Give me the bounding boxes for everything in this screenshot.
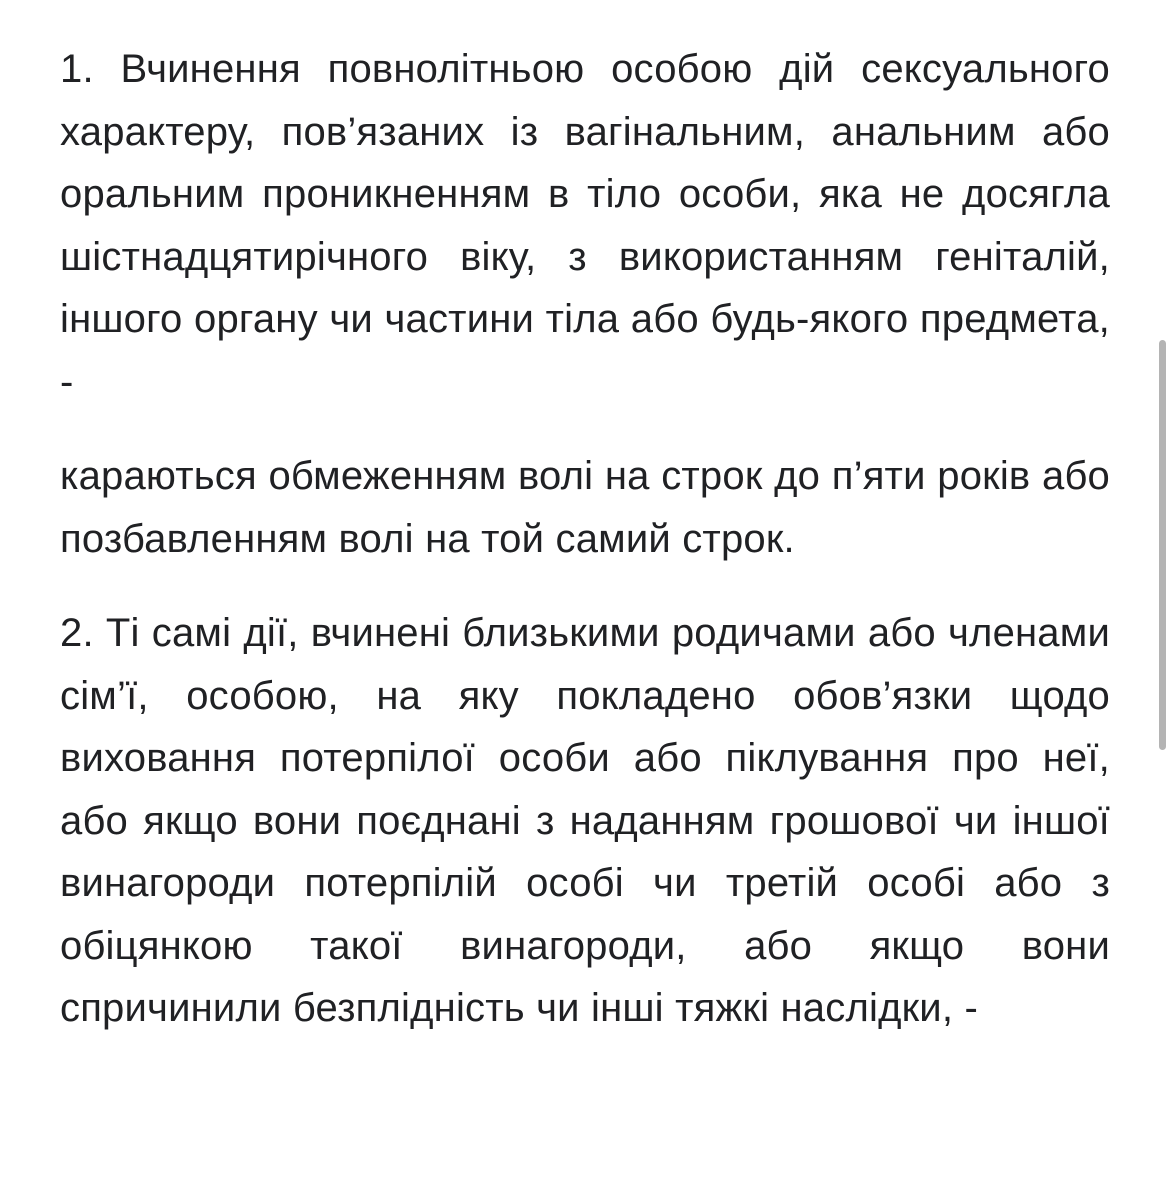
- article-text: [60, 38, 1110, 1072]
- paragraph-part-1: 1. Вчинення повнолітньою особою дій сексуального характеру, пов’язаних із вагінальним, анальним або оральним проникненням в тіло особи, яка не досягла шістнадцятирічного віку, з використанням геніталій, іншого органу чи частини тіла або будь-якого предмета, -: [60, 47, 1110, 404]
- paragraph-penalty-1: караються обмеженням волі на строк до п’яти років або позбавленням волі на той самий строк.: [60, 454, 1110, 561]
- vertical-scrollbar[interactable]: [1159, 340, 1166, 750]
- paragraph-part-2: 2. Ті самі дії, вчинені близькими родичами або членами сім’ї, особою, на яку покладено обов’язки щодо виховання потерпілої особи або піклування про неї, або якщо вони поєднані з наданням грошової чи іншої винагороди потерпілій особі чи третій особі або з обіцянкою такої винагороди, або якщо вони спричинили безплідність чи інші тяжкі наслідки, -: [60, 611, 1110, 1030]
